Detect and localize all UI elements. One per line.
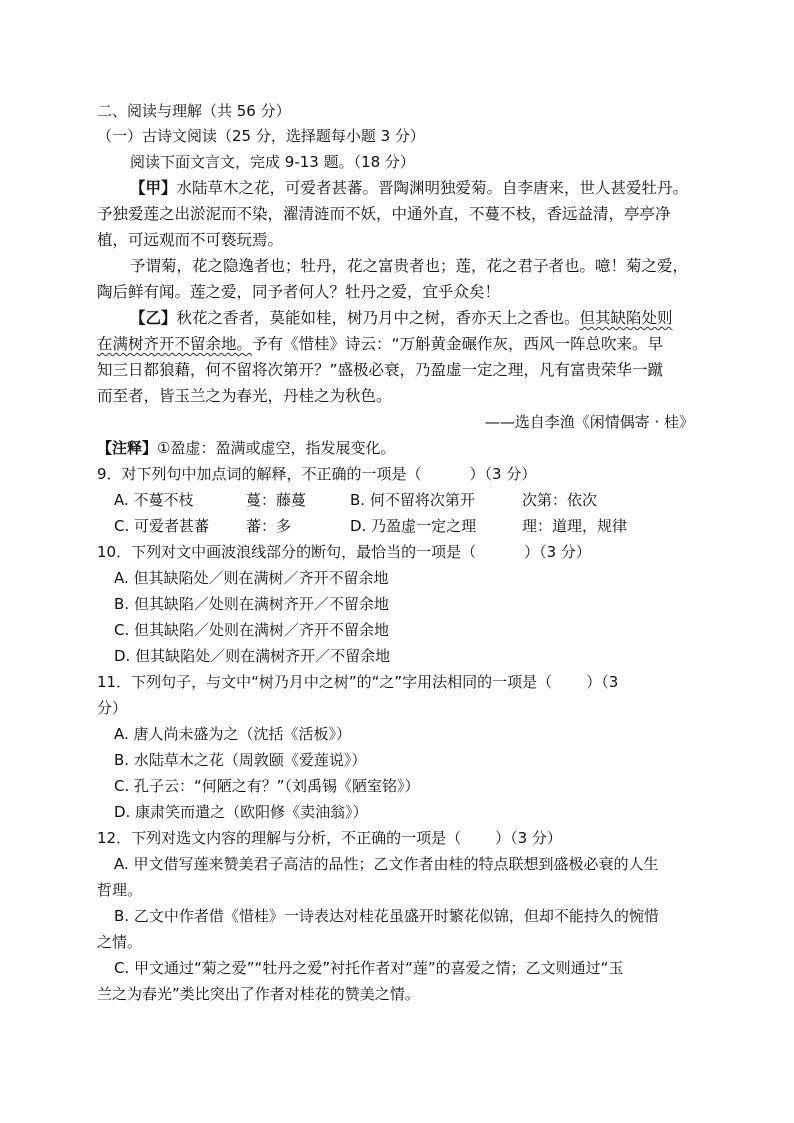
passage-jia-line-1: 【甲】水陆草木之花，可爱者甚蕃。晋陶渊明独爱菊。自李唐来，世人甚爱牡丹。 (130, 179, 689, 197)
q10-option-c[interactable]: C. 但其缺陷／处则在满树／齐开不留余地 (114, 621, 390, 639)
q11-option-d[interactable]: D. 康肃笑而遣之（欧阳修《卖油翁》） (114, 803, 368, 821)
note-tag: 【注释】 (97, 439, 158, 457)
question-11-stem: 11．下列句子，与文中“树乃月中之树”的“之”字用法相同的一项是（ ）（3 (97, 673, 619, 691)
q9-option-c-gloss: 蕃：多 (246, 517, 292, 535)
q9-option-a[interactable]: A. 不蔓不枝 (114, 491, 194, 509)
wavy-underline-segment-1: 但其缺陷处则 (579, 309, 673, 327)
passage-source: ——选自李渔《闲情偶寄 · 桂》 (484, 413, 694, 431)
q12-option-c[interactable]: C. 甲文通过“菊之爱”“牡丹之爱”衬托作者对“莲”的喜爱之情；乙文则通过“玉 (114, 959, 624, 977)
q9-option-b-gloss: 次第：依次 (522, 491, 598, 509)
passage-yi-line-4: 而至者，皆玉兰之为春光，丹桂之为秋色。 (97, 387, 392, 405)
annotation-note: 【注释】①盈虚：盈满或虚空，指发展变化。 (97, 439, 396, 457)
q12-option-a[interactable]: A. 甲文借写莲来赞美君子高洁的品性；乙文作者由桂的特点联想到盛极必衰的人生 (114, 855, 659, 873)
jia-tag: 【甲】 (130, 179, 177, 197)
yi-tag: 【乙】 (130, 309, 177, 327)
q10-option-a[interactable]: A. 但其缺陷处／则在满树／齐开不留余地 (114, 569, 389, 587)
passage-jia-line-4: 予谓菊，花之隐逸者也；牡丹，花之富贵者也；莲，花之君子者也。噫！菊之爱， (130, 257, 689, 275)
subsection-title: （一）古诗文阅读（25 分，选择题每小题 3 分） (97, 127, 425, 145)
passage-instruction: 阅读下面文言文，完成 9-13 题。（18 分） (130, 153, 415, 171)
question-11-stem-cont: 分） (97, 699, 128, 717)
q12-option-b-cont: 之情。 (97, 933, 143, 951)
passage-yi-line-2: 在满树齐开不留余地。予有《惜桂》诗云：“万斛黄金碾作灰，西风一阵总吹来。早 (97, 335, 664, 353)
q12-option-b[interactable]: B. 乙文中作者借《惜桂》一诗表达对桂花虽盛开时繁花似锦，但却不能持久的惋惜 (114, 907, 659, 925)
passage-yi-line-1: 【乙】秋花之香者，莫能如桂，树乃月中之树，香亦天上之香也。但其缺陷处则 (130, 309, 673, 327)
passage-yi-line-3: 知三日都狼藉，何不留将次第开？”盛极必衰，乃盈虚一定之理，凡有富贵荣华一蹴 (97, 361, 664, 379)
question-12-stem: 12．下列对选文内容的理解与分析，不正确的一项是（ ）（3 分） (97, 829, 562, 847)
question-10-stem: 10．下列对文中画波浪线部分的断句，最恰当的一项是（ ）（3 分） (97, 543, 591, 561)
passage-jia-line-5: 陶后鲜有闻。莲之爱，同予者何人？牡丹之爱，宜乎众矣！ (97, 283, 501, 301)
q10-option-b[interactable]: B. 但其缺陷／处则在满树齐开／不留余地 (114, 595, 389, 613)
q11-option-c[interactable]: C. 孔子云：“何陋之有？”（刘禹锡《陋室铭》） (114, 777, 420, 795)
question-9-stem: 9．对下列句中加点词的解释，不正确的一项是（ ）（3 分） (97, 465, 537, 483)
q9-option-b[interactable]: B. 何不留将次第开 (350, 491, 475, 509)
passage-jia-line-2: 予独爱莲之出淤泥而不染，濯清涟而不妖，中通外直，不蔓不枝，香远益清，亭亭净 (97, 205, 671, 223)
q12-option-c-cont: 兰之为春光”类比突出了作者对桂花的赞美之情。 (97, 985, 420, 1003)
q9-option-d-gloss: 理：道理，规律 (522, 517, 628, 535)
wavy-underline-segment-2: 在满树齐开不留余地。 (97, 335, 253, 353)
q9-option-d[interactable]: D. 乃盈虚一定之理 (350, 517, 477, 535)
q11-option-b[interactable]: B. 水陆草木之花（周敦颐《爱莲说》） (114, 751, 367, 769)
passage-jia-line-3: 植，可远观而不可亵玩焉。 (97, 231, 284, 249)
q9-option-c[interactable]: C. 可爱者甚蕃 (114, 517, 210, 535)
q9-option-a-gloss: 蔓：藤蔓 (246, 491, 307, 509)
q12-option-a-cont: 哲理。 (97, 881, 143, 899)
q11-option-a[interactable]: A. 唐人尚未盛为之（沈括《活板》） (114, 725, 352, 743)
section-title: 二、阅读与理解（共 56 分） (97, 102, 291, 120)
q10-option-d[interactable]: D. 但其缺陷处／则在满树齐开／不留余地 (114, 647, 391, 665)
